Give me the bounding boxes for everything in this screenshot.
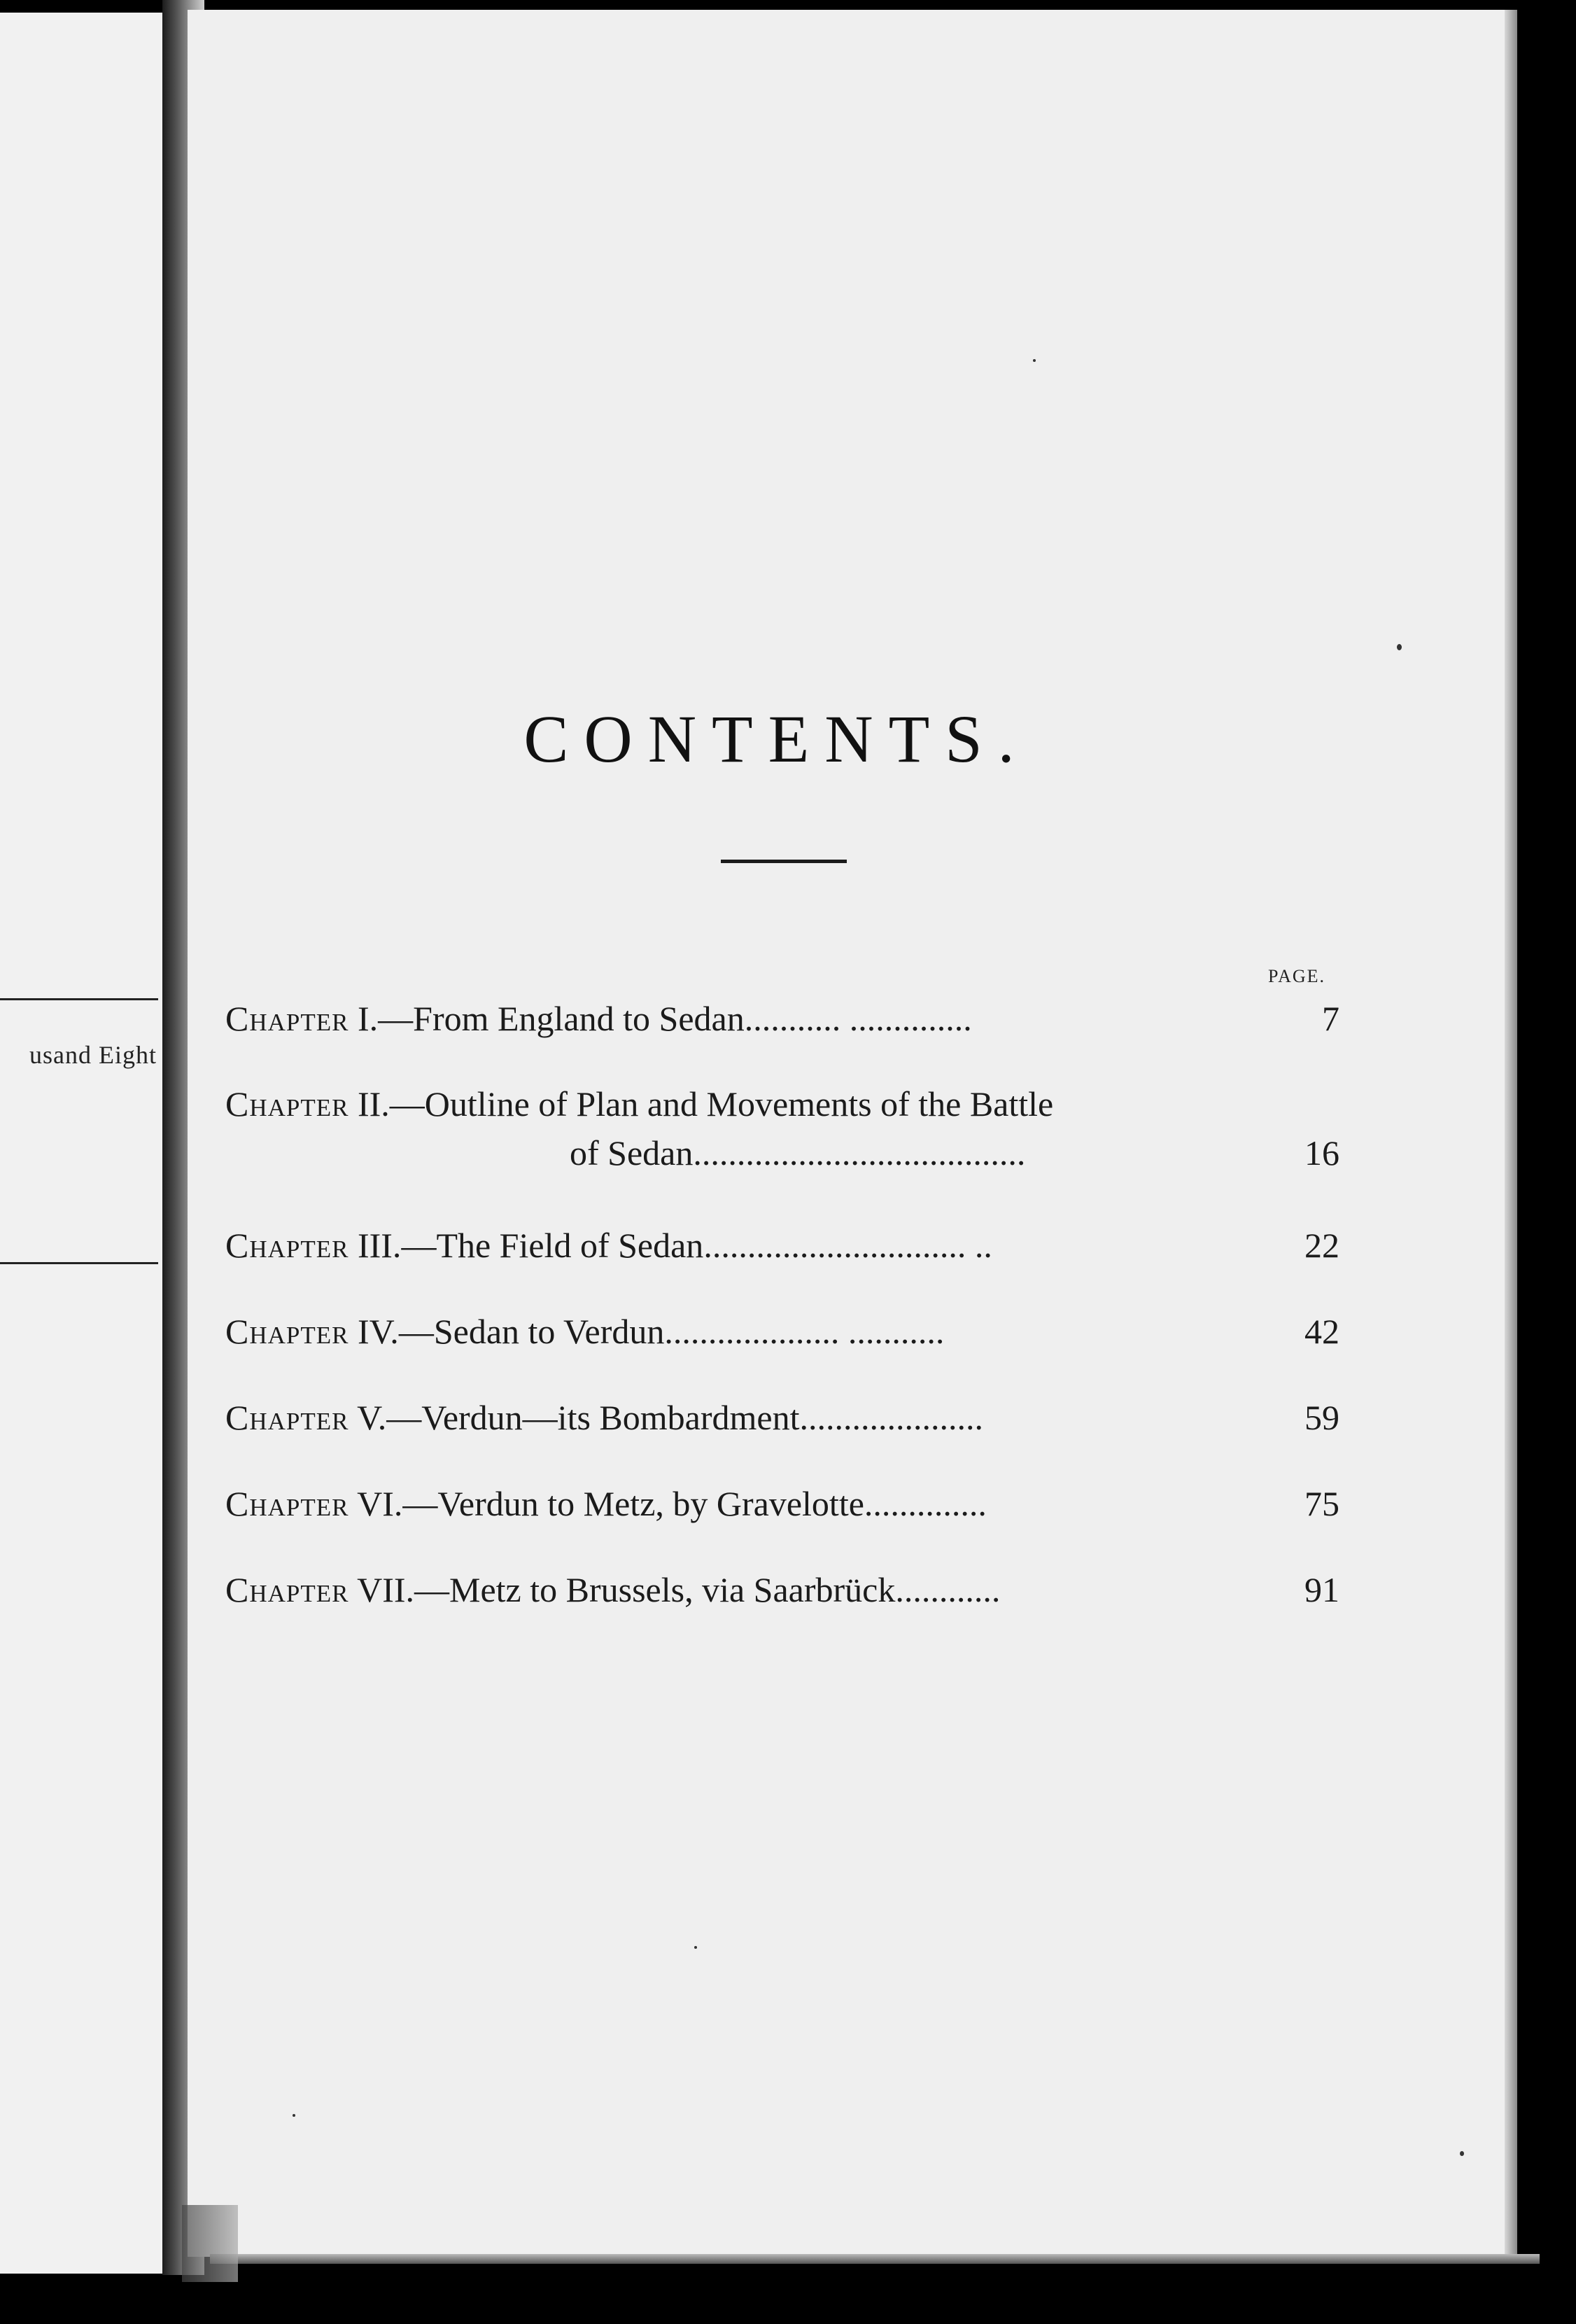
page-title: CONTENTS. [523, 701, 1030, 776]
page-number: 91 [1304, 1570, 1339, 1609]
toc-entry-2[interactable] [225, 1079, 1345, 1177]
left-page-rule-top [0, 998, 158, 1000]
page-number: 75 [1304, 1484, 1339, 1523]
chapter-numeral: V. [357, 1398, 387, 1437]
scan-speck [1397, 644, 1402, 650]
chapter-numeral: IV. [357, 1312, 399, 1351]
page-number: 16 [1304, 1133, 1339, 1172]
dot-leader: ...................................... [693, 1133, 1026, 1172]
chapter-title: —From England to Sedan [378, 999, 745, 1038]
page-number: 59 [1304, 1398, 1339, 1437]
toc-entry-7[interactable] [225, 1565, 1345, 1614]
chapter-title: —Verdun to Metz, by Gravelotte [402, 1484, 864, 1523]
scan-speck [694, 1946, 697, 1949]
chapter-label: Chapter [225, 1226, 349, 1265]
chapter-label: Chapter [225, 1312, 349, 1351]
toc-entry-1[interactable] [225, 994, 1345, 1043]
left-page-text-fragment: usand Eight [29, 1041, 157, 1069]
page-column-heading: PAGE. [1268, 966, 1326, 986]
chapter-label: Chapter [225, 1570, 349, 1609]
chapter-numeral: II. [357, 1084, 390, 1124]
title-divider [721, 860, 847, 863]
left-page-rule-bottom [0, 1262, 158, 1264]
chapter-label: Chapter [225, 1484, 349, 1523]
chapter-label: Chapter [225, 1398, 349, 1437]
toc-entry-5[interactable] [225, 1393, 1345, 1442]
dot-leader: ........... .............. [744, 999, 972, 1038]
toc-entry-4[interactable] [225, 1307, 1345, 1356]
scan-speck [293, 2114, 295, 2117]
chapter-label: Chapter [225, 999, 349, 1038]
page-edge-bottom [210, 2254, 1540, 2264]
dot-leader: .................... ........... [664, 1312, 945, 1351]
dot-leader: .............. [864, 1484, 987, 1523]
scan-speck [1033, 359, 1036, 362]
chapter-title: —Verdun—its Bombardment [386, 1398, 800, 1437]
chapter-title-continued: of Sedan [570, 1133, 694, 1172]
dot-leader: ............ [895, 1570, 1001, 1609]
chapter-title: —Sedan to Verdun [398, 1312, 665, 1351]
page-number: 7 [1322, 999, 1339, 1038]
scan-speck [1460, 2151, 1464, 2156]
chapter-label: Chapter [225, 1084, 349, 1124]
chapter-numeral: VII. [357, 1570, 415, 1609]
dot-leader: ..................... [799, 1398, 983, 1437]
page-edge-right [1505, 10, 1517, 2257]
chapter-title: —Metz to Brussels, via Saarbrück [414, 1570, 896, 1609]
gutter-shadow [182, 2205, 238, 2282]
page-number: 22 [1304, 1226, 1339, 1265]
chapter-numeral: VI. [357, 1484, 403, 1523]
chapter-numeral: III. [357, 1226, 402, 1265]
page-number: 42 [1304, 1312, 1339, 1351]
chapter-title: —Outline of Plan and Movements of the Battle [389, 1084, 1054, 1124]
chapter-numeral: I. [357, 999, 379, 1038]
toc-entry-6[interactable] [225, 1479, 1345, 1528]
dot-leader: .............................. .. [703, 1226, 992, 1265]
left-facing-page [0, 13, 162, 2274]
chapter-title: —The Field of Sedan [401, 1226, 704, 1265]
toc-entry-3[interactable] [225, 1221, 1345, 1270]
